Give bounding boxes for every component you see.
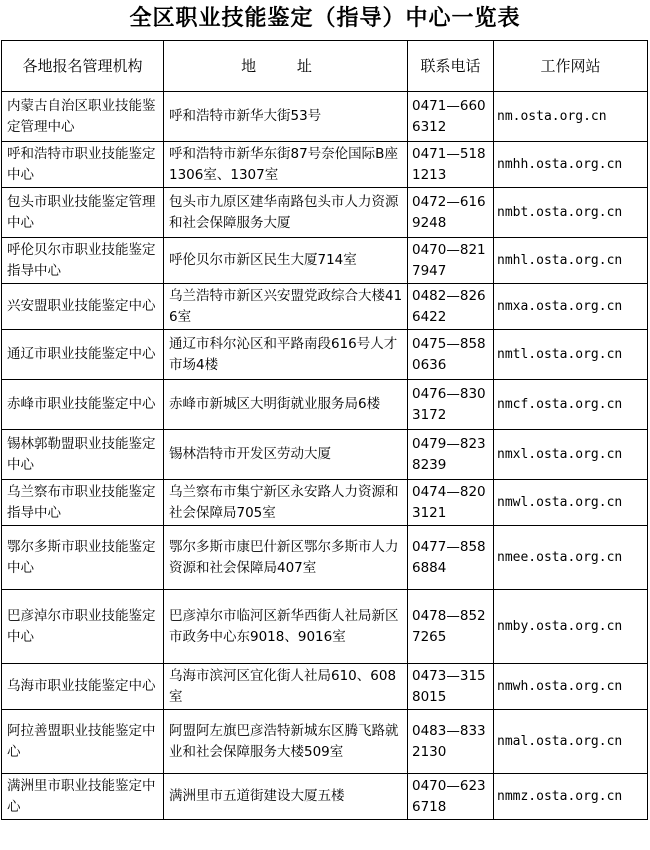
phone-cell: 0477—8586884: [408, 526, 494, 590]
address-cell: 鄂尔多斯市康巴什新区鄂尔多斯市人力资源和社会保障局407室: [164, 526, 408, 590]
org-name-cell: 巴彦淖尔市职业技能鉴定中心: [2, 590, 164, 664]
org-name-cell: 呼伦贝尔市职业技能鉴定指导中心: [2, 238, 164, 284]
website-link[interactable]: nmee.osta.org.cn: [494, 526, 648, 590]
phone-cell: 0482—8266422: [408, 284, 494, 330]
org-name-cell: 满洲里市职业技能鉴定中心: [2, 774, 164, 820]
website-link[interactable]: nmal.osta.org.cn: [494, 710, 648, 774]
phone-cell: 0471—6606312: [408, 92, 494, 142]
website-link[interactable]: nmxl.osta.org.cn: [494, 430, 648, 480]
table-row: [2, 430, 648, 480]
address-cell: 乌兰察布市集宁新区永安路人力资源和社会保障局705室: [164, 480, 408, 526]
website-link[interactable]: nmwl.osta.org.cn: [494, 480, 648, 526]
table-row: [2, 142, 648, 188]
org-name-cell: 乌海市职业技能鉴定中心: [2, 664, 164, 710]
table-row: [2, 480, 648, 526]
phone-cell: 0470—6236718: [408, 774, 494, 820]
address-cell: 呼和浩特市新华大街53号: [164, 92, 408, 142]
website-link[interactable]: nmxa.osta.org.cn: [494, 284, 648, 330]
org-name-cell: 鄂尔多斯市职业技能鉴定中心: [2, 526, 164, 590]
phone-cell: 0473—3158015: [408, 664, 494, 710]
table-row: [2, 238, 648, 284]
org-name-cell: 呼和浩特市职业技能鉴定中心: [2, 142, 164, 188]
address-cell: 乌海市滨河区宜化街人社局610、608室: [164, 664, 408, 710]
phone-cell: 0478—8527265: [408, 590, 494, 664]
address-cell: 呼伦贝尔市新区民生大厦714室: [164, 238, 408, 284]
org-name-cell: 锡林郭勒盟职业技能鉴定中心: [2, 430, 164, 480]
address-cell: 呼和浩特市新华东街87号奈伦国际B座1306室、1307室: [164, 142, 408, 188]
phone-cell: 0475—8580636: [408, 330, 494, 380]
address-cell: 巴彦淖尔市临河区新华西街人社局新区市政务中心东9018、9016室: [164, 590, 408, 664]
table-row: [2, 774, 648, 820]
address-cell: 赤峰市新城区大明街就业服务局6楼: [164, 380, 408, 430]
table-row: [2, 526, 648, 590]
phone-cell: 0470—8217947: [408, 238, 494, 284]
page-title: 全区职业技能鉴定（指导）中心一览表: [129, 6, 521, 31]
website-link[interactable]: nmhh.osta.org.cn: [494, 142, 648, 188]
org-name-cell: 兴安盟职业技能鉴定中心: [2, 284, 164, 330]
address-cell: 阿盟阿左旗巴彦浩特新城东区腾飞路就业和社会保障服务大楼509室: [164, 710, 408, 774]
org-name-cell: 通辽市职业技能鉴定中心: [2, 330, 164, 380]
website-link[interactable]: nm.osta.org.cn: [494, 92, 648, 142]
address-cell: 锡林浩特市开发区劳动大厦: [164, 430, 408, 480]
website-link[interactable]: nmcf.osta.org.cn: [494, 380, 648, 430]
table-row: [2, 664, 648, 710]
table-row: [2, 330, 648, 380]
org-name-cell: 包头市职业技能鉴定管理中心: [2, 188, 164, 238]
header-org: 各地报名管理机构: [2, 41, 164, 92]
phone-cell: 0483—8332130: [408, 710, 494, 774]
phone-cell: 0474—8203121: [408, 480, 494, 526]
address-cell: 满洲里市五道街建设大厦五楼: [164, 774, 408, 820]
website-link[interactable]: nmbt.osta.org.cn: [494, 188, 648, 238]
table-row: [2, 590, 648, 664]
address-cell: 通辽市科尔沁区和平路南段616号人才市场4楼: [164, 330, 408, 380]
phone-cell: 0479—8238239: [408, 430, 494, 480]
website-link[interactable]: nmwh.osta.org.cn: [494, 664, 648, 710]
org-name-cell: 乌兰察布市职业技能鉴定指导中心: [2, 480, 164, 526]
address-cell: 乌兰浩特市新区兴安盟党政综合大楼416室: [164, 284, 408, 330]
header-website: 工作网站: [494, 41, 648, 92]
table-row: [2, 380, 648, 430]
website-link[interactable]: nmmz.osta.org.cn: [494, 774, 648, 820]
center-list-table: [1, 40, 648, 820]
website-link[interactable]: nmby.osta.org.cn: [494, 590, 648, 664]
phone-cell: 0476—8303172: [408, 380, 494, 430]
table-row: [2, 92, 648, 142]
org-name-cell: 阿拉善盟职业技能鉴定中心: [2, 710, 164, 774]
org-name-cell: 内蒙古自治区职业技能鉴定管理中心: [2, 92, 164, 142]
phone-cell: 0472—6169248: [408, 188, 494, 238]
phone-cell: 0471—5181213: [408, 142, 494, 188]
address-cell: 包头市九原区建华南路包头市人力资源和社会保障服务大厦: [164, 188, 408, 238]
header-address: 地 址: [164, 41, 408, 92]
table-row: [2, 710, 648, 774]
table-header-row: [2, 41, 648, 92]
header-phone: 联系电话: [408, 41, 494, 92]
website-link[interactable]: nmtl.osta.org.cn: [494, 330, 648, 380]
table-row: [2, 284, 648, 330]
website-link[interactable]: nmhl.osta.org.cn: [494, 238, 648, 284]
org-name-cell: 赤峰市职业技能鉴定中心: [2, 380, 164, 430]
table-row: [2, 188, 648, 238]
